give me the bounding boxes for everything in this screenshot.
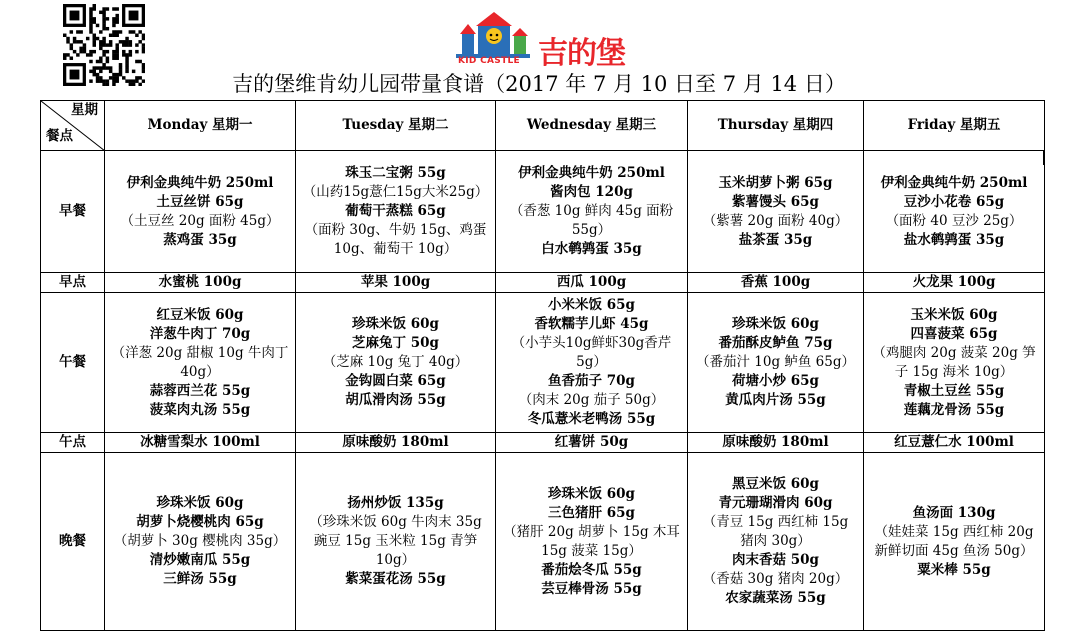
dish-line: 白水鹌鹑蛋 35g xyxy=(541,241,642,257)
day-header-tuesday: Tuesday 星期二 xyxy=(296,101,496,151)
dish-line: 清炒嫩南瓜 55g xyxy=(149,552,251,568)
page-title: 吉的堡维肯幼儿园带量食谱（2017 年 7 月 10 日至 7 月 14 日） xyxy=(232,72,846,96)
text-cursor xyxy=(1043,151,1044,165)
logo-subtitle: KID CASTLE xyxy=(458,56,521,66)
menu-cell-morning-snack-thursday xyxy=(688,273,864,293)
dish-line: 红薯饼 50g xyxy=(554,434,629,450)
dish-line: 伊利金典纯牛奶 250ml xyxy=(126,174,274,191)
meal-row-morning-snack xyxy=(41,273,1045,293)
menu-cell-afternoon-snack-wednesday xyxy=(496,433,688,453)
menu-cell-morning-snack-tuesday xyxy=(296,273,496,293)
menu-cell-breakfast-wednesday xyxy=(496,151,688,273)
meal-label-breakfast: 早餐 xyxy=(41,151,105,273)
menu-cell-afternoon-snack-friday xyxy=(864,433,1045,453)
ingredient-line: （香菇 30g 猪肉 20g） xyxy=(702,571,849,587)
ingredient-line: （香葱 10g 鲜肉 45g 面粉 xyxy=(509,203,674,219)
menu-cell-morning-snack-wednesday xyxy=(496,273,688,293)
ingredient-line: 新鲜切面 45g 鱼汤 50g） xyxy=(874,542,1034,559)
dish-line: 芸豆棒骨汤 55g xyxy=(541,580,642,597)
ingredient-line: 猪肉 30g） xyxy=(740,533,811,549)
dish-line: 鱼香茄子 70g xyxy=(548,373,635,389)
dish-line: 三色猪肝 65g xyxy=(548,504,635,521)
menu-cell-dinner-friday xyxy=(864,453,1045,631)
day-header-thursday: Thursday 星期四 xyxy=(688,101,864,151)
day-header-friday: Friday 星期五 xyxy=(864,101,1045,151)
dish-line: 火龙果 100g xyxy=(912,274,996,290)
dish-line: 农家蔬菜汤 55g xyxy=(725,590,826,606)
ingredient-line: （土豆丝 20g 面粉 45g） xyxy=(120,212,280,229)
meal-label-morning-snack: 早点 xyxy=(41,273,105,293)
dish-line: 香蕉 100g xyxy=(740,274,811,290)
dish-line: 香软糯芋儿虾 45g xyxy=(534,316,649,332)
dish-line: 番茄烩冬瓜 55g xyxy=(541,561,642,578)
ingredient-line: （芝麻 10g 兔丁 40g） xyxy=(322,354,469,370)
dish-line: 四喜菠菜 65g xyxy=(910,325,998,342)
logo-text: 吉的堡 xyxy=(538,36,625,71)
dish-line: 珠玉二宝粥 55g xyxy=(345,165,446,181)
dish-line: 黄瓜肉片汤 55g xyxy=(725,392,826,408)
menu-cell-dinner-wednesday xyxy=(496,453,688,631)
dish-line: 蒜蓉西兰花 55g xyxy=(149,382,251,399)
ingredient-line: （面粉 40 豆沙 25g） xyxy=(885,212,1023,229)
dish-line: 伊利金典纯牛奶 250ml xyxy=(518,165,665,181)
dish-line: 冬瓜薏米老鸭汤 55g xyxy=(527,411,656,427)
menu-cell-breakfast-monday xyxy=(105,151,296,273)
dish-line: 蒸鸡蛋 35g xyxy=(163,231,237,248)
dish-line: 胡瓜滑肉汤 55g xyxy=(345,392,446,408)
dish-line: 鱼汤面 130g xyxy=(912,504,996,521)
dish-line: 苹果 100g xyxy=(360,274,431,290)
dish-line: 葡萄干蒸糕 65g xyxy=(345,203,446,219)
day-header-wednesday: Wednesday 星期三 xyxy=(496,101,688,151)
ingredient-line: 10g、葡萄干 10g） xyxy=(333,241,458,257)
menu-cell-breakfast-friday xyxy=(864,151,1045,273)
dish-line: 红豆米饭 60g xyxy=(156,306,244,323)
menu-cell-morning-snack-friday xyxy=(864,273,1045,293)
dish-line: 原味酸奶 180ml xyxy=(722,434,829,450)
dish-line: 扬州炒饭 135g xyxy=(347,495,444,511)
meal-label-afternoon-snack: 午点 xyxy=(41,433,105,453)
dish-line: 洋葱牛肉丁 70g xyxy=(149,325,251,342)
dish-line: 紫薯馒头 65g xyxy=(732,193,819,210)
dish-line: 黑豆米饭 60g xyxy=(732,476,819,492)
dish-line: 菠菜肉丸汤 55g xyxy=(149,401,251,418)
meal-label-lunch: 午餐 xyxy=(41,293,105,433)
menu-cell-dinner-tuesday xyxy=(296,453,496,631)
dish-line: 莲藕龙骨汤 55g xyxy=(903,401,1005,418)
dish-line: 番茄酥皮鲈鱼 75g xyxy=(718,335,833,351)
menu-cell-breakfast-tuesday xyxy=(296,151,496,273)
dish-line: 西瓜 100g xyxy=(556,274,627,290)
menu-cell-lunch-monday xyxy=(105,293,296,433)
menu-cell-afternoon-snack-thursday xyxy=(688,433,864,453)
dish-line: 玉米胡萝卜粥 65g xyxy=(718,174,833,191)
ingredient-line: （娃娃菜 15g 西红柿 20g xyxy=(874,523,1034,540)
ingredient-line: 10g） xyxy=(375,552,416,568)
menu-cell-breakfast-thursday xyxy=(688,151,864,273)
dish-line: 酱肉包 120g xyxy=(550,184,633,200)
dish-line: 金钩圆白菜 65g xyxy=(345,373,446,389)
menu-table xyxy=(40,100,1045,631)
menu-cell-afternoon-snack-tuesday xyxy=(296,433,496,453)
dish-line: 青元珊瑚滑肉 60g xyxy=(718,495,833,511)
dish-line: 玉米米饭 60g xyxy=(910,306,998,323)
dish-line: 土豆丝饼 65g xyxy=(156,193,244,210)
dish-line: 小米米饭 65g xyxy=(548,297,635,313)
ingredient-line: （胡萝卜 30g 樱桃肉 35g） xyxy=(113,533,287,549)
ingredient-line: （洋葱 20g 甜椒 10g 牛肉丁 xyxy=(111,344,289,361)
meal-row-breakfast xyxy=(41,151,1045,273)
dish-line: 豆沙小花卷 65g xyxy=(903,193,1005,210)
dish-line: 三鲜汤 55g xyxy=(163,571,237,587)
ingredient-line: （肉末 20g 茄子 50g） xyxy=(518,392,665,408)
ingredient-line: 5g） xyxy=(576,354,607,370)
menu-cell-dinner-thursday xyxy=(688,453,864,631)
corner-label-meal: 餐点 xyxy=(46,128,73,144)
dish-line: 粟米棒 55g xyxy=(917,561,991,578)
corner-label-day: 星期 xyxy=(71,102,98,118)
dish-line: 珍珠米饭 60g xyxy=(156,495,244,511)
menu-cell-lunch-thursday xyxy=(688,293,864,433)
dish-line: 珍珠米饭 60g xyxy=(352,316,439,332)
dish-line: 青椒土豆丝 55g xyxy=(903,382,1005,399)
ingredient-line: （珍珠米饭 60g 牛肉末 35g xyxy=(309,514,482,530)
ingredient-line: 豌豆 15g 玉米粒 15g 青笋 xyxy=(313,533,478,549)
dish-line: 盐茶蛋 35g xyxy=(738,231,813,248)
ingredient-line: 40g） xyxy=(180,363,220,380)
ingredient-line: （小芋头10g鲜虾30g香芹 xyxy=(511,335,672,351)
dish-line: 胡萝卜烧樱桃肉 65g xyxy=(136,514,264,530)
menu-cell-lunch-wednesday xyxy=(496,293,688,433)
ingredient-line: （鸡腿肉 20g 菠菜 20g 笋 xyxy=(872,344,1036,361)
meal-label-dinner: 晚餐 xyxy=(41,453,105,631)
dish-line: 水蜜桃 100g xyxy=(158,274,242,290)
dish-line: 珍珠米饭 60g xyxy=(548,485,635,502)
ingredient-line: （山药15g薏仁15g大米25g） xyxy=(302,184,489,200)
menu-cell-morning-snack-monday xyxy=(105,273,296,293)
dish-line: 原味酸奶 180ml xyxy=(342,434,449,450)
dish-line: 珍珠米饭 60g xyxy=(732,316,819,332)
meal-row-dinner xyxy=(41,453,1045,631)
menu-cell-dinner-monday xyxy=(105,453,296,631)
menu-cell-afternoon-snack-monday xyxy=(105,433,296,453)
dish-line: 芝麻兔丁 50g xyxy=(352,335,439,351)
dish-line: 荷塘小炒 65g xyxy=(732,373,819,389)
dish-line: 红豆薏仁水 100ml xyxy=(894,434,1014,450)
ingredient-line: （番茄汁 10g 鲈鱼 65g） xyxy=(695,354,855,370)
dish-line: 肉末香菇 50g xyxy=(732,552,819,568)
ingredient-line: （面粉 30g、牛奶 15g、鸡蛋 xyxy=(304,222,487,238)
menu-cell-lunch-friday xyxy=(864,293,1045,433)
day-header-monday: Monday 星期一 xyxy=(105,101,296,151)
menu-cell-lunch-tuesday xyxy=(296,293,496,433)
header-row xyxy=(41,101,1045,151)
dish-line: 盐水鹌鹑蛋 35g xyxy=(903,231,1005,248)
dish-line: 紫菜蛋花汤 55g xyxy=(345,571,446,587)
ingredient-line: 15g 菠菜 15g） xyxy=(541,542,642,559)
ingredient-line: （青豆 15g 西红柿 15g xyxy=(702,514,849,530)
ingredient-line: 55g） xyxy=(571,222,612,238)
ingredient-line: （紫薯 20g 面粉 40g） xyxy=(702,212,849,229)
meal-row-lunch xyxy=(41,293,1045,433)
dish-line: 冰糖雪梨水 100ml xyxy=(140,434,260,450)
corner-cell xyxy=(41,101,105,151)
meal-row-afternoon-snack xyxy=(41,433,1045,453)
dish-line: 伊利金典纯牛奶 250ml xyxy=(880,174,1028,191)
ingredient-line: （猪肝 20g 胡萝卜 15g 木耳 xyxy=(503,523,680,540)
ingredient-line: 子 15g 海米 10g） xyxy=(894,363,1014,380)
